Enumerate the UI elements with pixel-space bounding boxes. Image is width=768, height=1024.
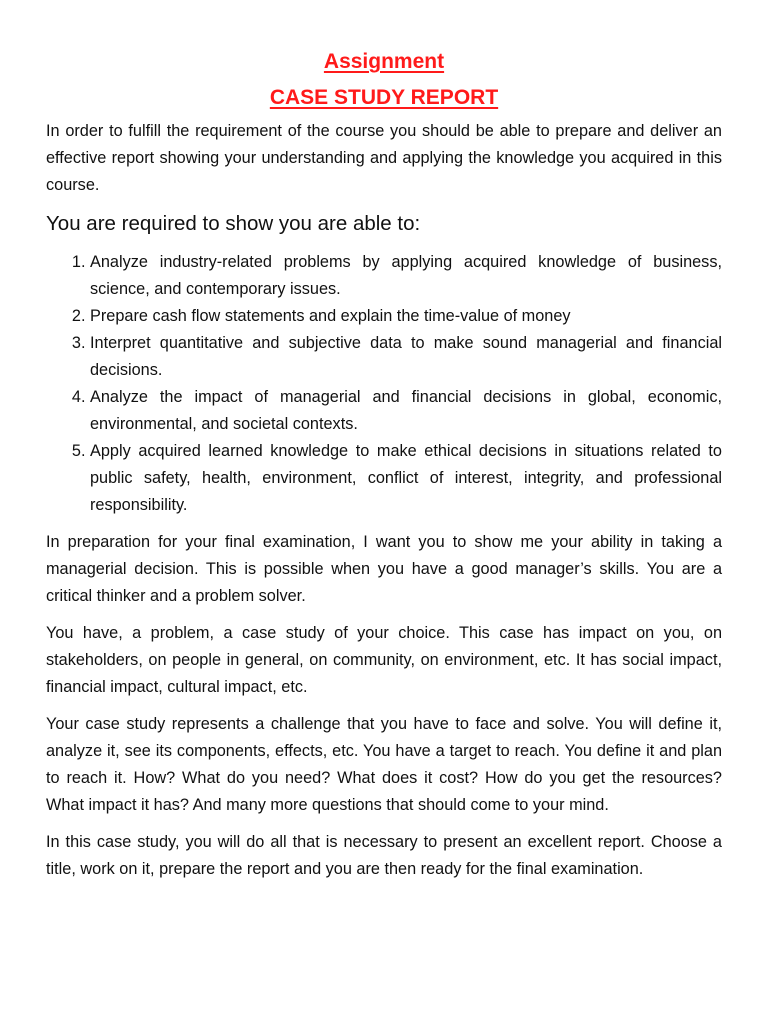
requirements-list (46, 249, 722, 519)
body-paragraph: Your case study represents a challenge that you have to face and solve. You will define it, analyze it, see its components, effects, etc. You have a target to reach. You define it and plan to reach it. How? What do you need? What does it cost? How do you get the resources? What impact it has? And many more questions that should come to your mind. (46, 715, 722, 814)
intro-paragraph: In order to fulfill the requirement of the course you should be able to prepare and deliver an effective report showing your understanding and applying the knowledge you acquired in this course. (46, 122, 722, 194)
assignment-title: Assignment (323, 50, 445, 73)
body-paragraph: You have, a problem, a case study of your choice. This case has impact on you, on stakeholders, on people in general, on community, on environment, etc. It has social impact, financial impact, cultural impact, etc. (46, 624, 722, 696)
requirement-item: 3. Interpret quantitative and subjective data to make sound managerial and financial decisions. (90, 330, 722, 384)
body-paragraph: In preparation for your final examination, I want you to show me your ability in taking a managerial decision. This is possible when you have a good manager’s skills. You are a critical thinker and a problem solver. (46, 533, 722, 605)
requirement-item: 5. Apply acquired learned knowledge to make ethical decisions in situations related to public safety, health, environment, conflict of interest, integrity, and professional responsibility. (90, 438, 722, 519)
requirements-heading: You are required to show you are able to: (46, 212, 421, 235)
requirement-item: 4. Analyze the impact of managerial and financial decisions in global, economic, environmental, and societal contexts. (90, 384, 722, 438)
requirement-item: 1. Analyze industry-related problems by applying acquired knowledge of business, science, and contemporary issues. (90, 249, 722, 303)
case-study-report-title: CASE STUDY REPORT (269, 86, 499, 109)
requirement-item: 2. Prepare cash flow statements and explain the time-value of money (90, 303, 722, 330)
body-paragraph: In this case study, you will do all that is necessary to present an excellent report. Choose a title, work on it, prepare the report and you are then ready for the final examination. (46, 833, 722, 878)
